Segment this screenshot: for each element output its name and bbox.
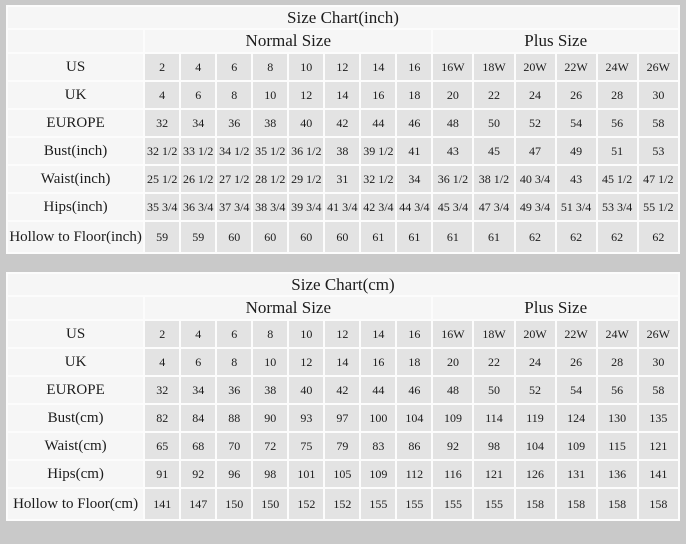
table-row [8,54,678,80]
size-value-cell: 24W [598,54,637,80]
size-value-cell: 61 [361,222,395,252]
table-row [8,349,678,375]
size-value-cell: 4 [181,321,215,347]
size-value-cell: 90 [253,405,287,431]
size-value-cell: 60 [289,222,323,252]
size-value-cell: 39 1/2 [361,138,395,164]
size-value-cell: 53 3/4 [598,194,637,220]
size-value-cell: 60 [217,222,251,252]
size-value-cell: 51 3/4 [557,194,596,220]
size-value-cell: 147 [181,489,215,519]
size-value-cell: 8 [217,82,251,108]
size-value-cell: 47 3/4 [474,194,513,220]
size-value-cell: 155 [361,489,395,519]
size-value-cell: 43 [433,138,472,164]
table-row [8,166,678,192]
size-value-cell: 16 [361,82,395,108]
size-value-cell: 104 [397,405,431,431]
size-value-cell: 35 1/2 [253,138,287,164]
size-value-cell: 42 3/4 [361,194,395,220]
size-value-cell: 22W [557,321,596,347]
size-value-cell: 46 [397,110,431,136]
size-value-cell: 82 [145,405,179,431]
table-title: Size Chart(cm) [8,274,678,295]
size-value-cell: 152 [325,489,359,519]
size-value-cell: 12 [325,321,359,347]
size-value-cell: 75 [289,433,323,459]
size-value-cell: 35 3/4 [145,194,179,220]
size-value-cell: 26 [557,82,596,108]
size-value-cell: 12 [325,54,359,80]
table-title-row [8,7,678,28]
size-value-cell: 14 [361,321,395,347]
size-value-cell: 49 [557,138,596,164]
size-value-cell: 79 [325,433,359,459]
size-value-cell: 24 [516,82,555,108]
size-value-cell: 10 [289,54,323,80]
size-value-cell: 101 [289,461,323,487]
size-value-cell: 45 [474,138,513,164]
size-value-cell: 155 [433,489,472,519]
size-value-cell: 34 [397,166,431,192]
size-value-cell: 150 [217,489,251,519]
column-group-row [8,297,678,319]
size-value-cell: 26W [639,54,678,80]
row-label: EUROPE [8,377,143,403]
size-value-cell: 38 1/2 [474,166,513,192]
size-value-cell: 6 [181,82,215,108]
size-value-cell: 28 1/2 [253,166,287,192]
row-label: Hollow to Floor(inch) [8,222,143,252]
size-value-cell: 39 3/4 [289,194,323,220]
size-value-cell: 4 [145,82,179,108]
table-row [8,138,678,164]
size-value-cell: 20W [516,321,555,347]
size-value-cell: 18 [397,349,431,375]
size-value-cell: 88 [217,405,251,431]
size-value-cell: 30 [639,349,678,375]
table-row [8,194,678,220]
size-value-cell: 45 3/4 [433,194,472,220]
plus-size-header: Plus Size [433,297,678,319]
size-value-cell: 2 [145,321,179,347]
size-value-cell: 53 [639,138,678,164]
size-value-cell: 112 [397,461,431,487]
size-value-cell: 36 1/2 [289,138,323,164]
size-value-cell: 18 [397,82,431,108]
column-group-row [8,30,678,52]
size-value-cell: 33 1/2 [181,138,215,164]
size-value-cell: 16W [433,54,472,80]
size-value-cell: 14 [361,54,395,80]
size-value-cell: 155 [474,489,513,519]
size-value-cell: 55 1/2 [639,194,678,220]
size-value-cell: 20 [433,82,472,108]
size-value-cell: 150 [253,489,287,519]
size-value-cell: 96 [217,461,251,487]
size-value-cell: 20W [516,54,555,80]
size-value-cell: 48 [433,110,472,136]
size-value-cell: 26W [639,321,678,347]
size-value-cell: 29 1/2 [289,166,323,192]
size-value-cell: 40 3/4 [516,166,555,192]
size-value-cell: 131 [557,461,596,487]
size-value-cell: 92 [181,461,215,487]
size-value-cell: 45 1/2 [598,166,637,192]
size-value-cell: 158 [557,489,596,519]
size-value-cell: 100 [361,405,395,431]
row-label: US [8,321,143,347]
row-label: Hollow to Floor(cm) [8,489,143,519]
size-value-cell: 22W [557,54,596,80]
table-row [8,489,678,519]
size-value-cell: 24W [598,321,637,347]
size-value-cell: 68 [181,433,215,459]
size-value-cell: 49 3/4 [516,194,555,220]
size-value-cell: 54 [557,110,596,136]
normal-size-header: Normal Size [145,297,431,319]
normal-size-header: Normal Size [145,30,431,52]
size-value-cell: 38 3/4 [253,194,287,220]
table-row [8,82,678,108]
size-value-cell: 38 [325,138,359,164]
size-value-cell: 61 [474,222,513,252]
size-value-cell: 37 3/4 [217,194,251,220]
size-value-cell: 4 [145,349,179,375]
size-value-cell: 32 1/2 [145,138,179,164]
size-value-cell: 40 [289,110,323,136]
size-value-cell: 8 [253,54,287,80]
table-row [8,461,678,487]
size-value-cell: 50 [474,110,513,136]
row-label: Bust(inch) [8,138,143,164]
size-value-cell: 109 [361,461,395,487]
table-row [8,222,678,252]
size-value-cell: 16 [397,321,431,347]
size-value-cell: 44 3/4 [397,194,431,220]
size-value-cell: 124 [557,405,596,431]
size-value-cell: 4 [181,54,215,80]
size-value-cell: 114 [474,405,513,431]
size-value-cell: 38 [253,377,287,403]
table-row [8,433,678,459]
size-chart-cm-table [6,272,680,521]
row-label: EUROPE [8,110,143,136]
size-value-cell: 59 [181,222,215,252]
size-value-cell: 27 1/2 [217,166,251,192]
size-value-cell: 42 [325,377,359,403]
table-body [8,321,678,519]
size-value-cell: 119 [516,405,555,431]
size-value-cell: 2 [145,54,179,80]
size-value-cell: 32 [145,377,179,403]
size-value-cell: 26 1/2 [181,166,215,192]
size-value-cell: 135 [639,405,678,431]
size-value-cell: 8 [217,349,251,375]
table-row [8,405,678,431]
size-value-cell: 59 [145,222,179,252]
size-value-cell: 62 [639,222,678,252]
size-value-cell: 6 [181,349,215,375]
size-value-cell: 158 [639,489,678,519]
table-title-row [8,274,678,295]
size-value-cell: 54 [557,377,596,403]
size-value-cell: 6 [217,321,251,347]
size-value-cell: 46 [397,377,431,403]
size-value-cell: 47 1/2 [639,166,678,192]
size-value-cell: 36 1/2 [433,166,472,192]
size-value-cell: 155 [397,489,431,519]
size-value-cell: 93 [289,405,323,431]
size-value-cell: 18W [474,321,513,347]
size-value-cell: 32 1/2 [361,166,395,192]
size-value-cell: 41 3/4 [325,194,359,220]
size-value-cell: 48 [433,377,472,403]
size-value-cell: 30 [639,82,678,108]
size-value-cell: 10 [253,82,287,108]
size-value-cell: 60 [325,222,359,252]
size-value-cell: 62 [516,222,555,252]
row-label: Waist(inch) [8,166,143,192]
size-value-cell: 104 [516,433,555,459]
size-value-cell: 51 [598,138,637,164]
size-value-cell: 109 [433,405,472,431]
size-value-cell: 6 [217,54,251,80]
size-value-cell: 22 [474,82,513,108]
row-label: UK [8,82,143,108]
plus-size-header: Plus Size [433,30,678,52]
size-value-cell: 62 [598,222,637,252]
size-value-cell: 152 [289,489,323,519]
size-value-cell: 42 [325,110,359,136]
size-value-cell: 43 [557,166,596,192]
size-value-cell: 34 1/2 [217,138,251,164]
size-value-cell: 86 [397,433,431,459]
size-value-cell: 24 [516,349,555,375]
size-value-cell: 91 [145,461,179,487]
size-value-cell: 40 [289,377,323,403]
size-value-cell: 20 [433,349,472,375]
size-value-cell: 10 [253,349,287,375]
size-value-cell: 52 [516,377,555,403]
size-value-cell: 44 [361,110,395,136]
size-value-cell: 52 [516,110,555,136]
size-value-cell: 16W [433,321,472,347]
size-value-cell: 158 [516,489,555,519]
table-title: Size Chart(inch) [8,7,678,28]
size-value-cell: 83 [361,433,395,459]
table-body [8,54,678,252]
size-value-cell: 18W [474,54,513,80]
size-value-cell: 16 [361,349,395,375]
row-label: UK [8,349,143,375]
size-value-cell: 58 [639,377,678,403]
size-value-cell: 115 [598,433,637,459]
size-value-cell: 130 [598,405,637,431]
size-value-cell: 61 [433,222,472,252]
row-label: Hips(cm) [8,461,143,487]
size-value-cell: 56 [598,110,637,136]
table-row [8,110,678,136]
size-value-cell: 47 [516,138,555,164]
size-value-cell: 28 [598,349,637,375]
row-label: Hips(inch) [8,194,143,220]
size-value-cell: 121 [639,433,678,459]
size-value-cell: 10 [289,321,323,347]
size-value-cell: 34 [181,377,215,403]
size-value-cell: 12 [289,349,323,375]
size-value-cell: 62 [557,222,596,252]
row-label: Bust(cm) [8,405,143,431]
table-row [8,377,678,403]
size-value-cell: 116 [433,461,472,487]
size-value-cell: 84 [181,405,215,431]
row-label: US [8,54,143,80]
size-value-cell: 8 [253,321,287,347]
size-value-cell: 98 [474,433,513,459]
size-value-cell: 28 [598,82,637,108]
size-value-cell: 98 [253,461,287,487]
size-value-cell: 32 [145,110,179,136]
size-value-cell: 22 [474,349,513,375]
size-value-cell: 26 [557,349,596,375]
size-value-cell: 34 [181,110,215,136]
size-value-cell: 38 [253,110,287,136]
size-value-cell: 36 [217,377,251,403]
size-value-cell: 141 [639,461,678,487]
size-value-cell: 14 [325,349,359,375]
size-value-cell: 126 [516,461,555,487]
size-value-cell: 56 [598,377,637,403]
size-value-cell: 50 [474,377,513,403]
size-value-cell: 60 [253,222,287,252]
table-row [8,321,678,347]
size-value-cell: 41 [397,138,431,164]
size-value-cell: 105 [325,461,359,487]
size-value-cell: 65 [145,433,179,459]
size-value-cell: 97 [325,405,359,431]
size-value-cell: 36 3/4 [181,194,215,220]
size-value-cell: 70 [217,433,251,459]
size-chart-inch-table [6,5,680,254]
size-value-cell: 61 [397,222,431,252]
size-value-cell: 16 [397,54,431,80]
size-value-cell: 109 [557,433,596,459]
corner-cell [8,297,143,319]
size-value-cell: 25 1/2 [145,166,179,192]
size-value-cell: 136 [598,461,637,487]
size-value-cell: 44 [361,377,395,403]
size-value-cell: 36 [217,110,251,136]
size-value-cell: 31 [325,166,359,192]
row-label: Waist(cm) [8,433,143,459]
size-value-cell: 158 [598,489,637,519]
size-value-cell: 141 [145,489,179,519]
size-value-cell: 92 [433,433,472,459]
size-value-cell: 121 [474,461,513,487]
size-value-cell: 12 [289,82,323,108]
size-value-cell: 58 [639,110,678,136]
size-value-cell: 72 [253,433,287,459]
corner-cell [8,30,143,52]
size-value-cell: 14 [325,82,359,108]
